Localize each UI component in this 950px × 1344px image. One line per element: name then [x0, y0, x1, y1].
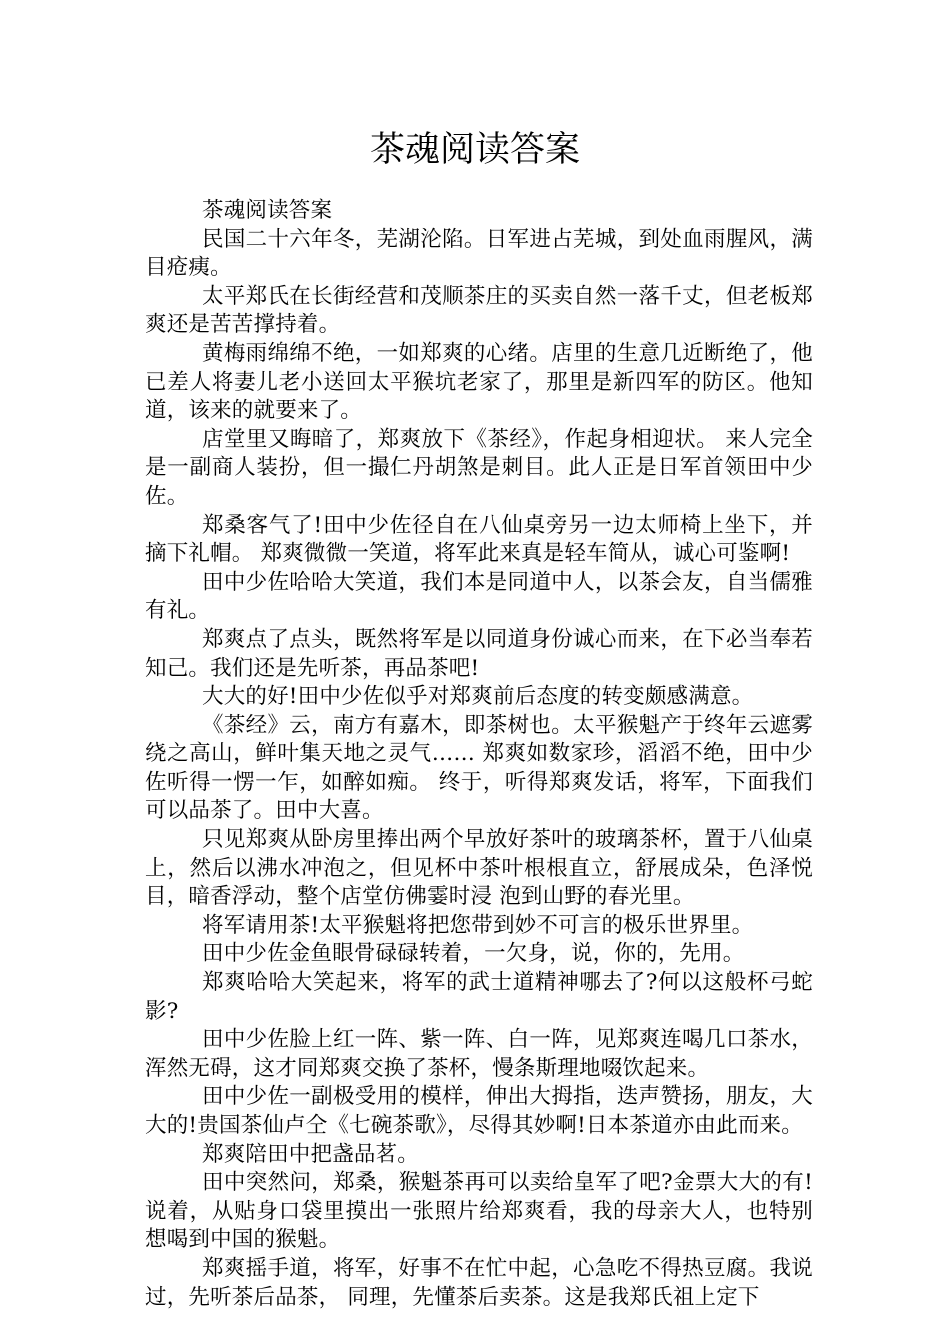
- paragraph: 郑爽摇手道，将军，好事不在忙中起，心急吃不得热豆腐。我说过，先听茶后品茶， 同理，先懂茶后卖茶。这是我郑氏祖上定下: [145, 1255, 813, 1310]
- paragraph: 田中突然问，郑桑，猴魁茶再可以卖给皇军了吧?金票大大的有!说着，从贴身口袋里摸出一张照片给郑爽看，我的母亲大人，也特别想喝到中国的猴魁。: [145, 1170, 813, 1253]
- paragraph: 黄梅雨绵绵不绝，一如郑爽的心绪。店里的生意几近断绝了，他已差人将妻儿老小送回太平猴坑老家了，那里是新四军的防区。他知道，该来的就要来了。: [145, 340, 813, 424]
- paragraph: 《茶经》云，南方有嘉木，即茶树也。太平猴魁产于终年云遮雾绕之高山，鲜叶集天地之灵气…… 郑爽如数家珍，滔滔不绝，田中少佐听得一愣一乍，如醉如痴。 终于，听得郑爽发话，将军，下面我们可以品茶了。田中大喜。: [145, 712, 813, 824]
- paragraph: 民国二十六年冬，芜湖沦陷。日军进占芜城，到处血雨腥风，满目疮痍。: [145, 226, 813, 281]
- paragraph: 店堂里又晦暗了，郑爽放下《茶经》，作起身相迎状。 来人完全是一副商人装扮，但一撮仁丹胡煞是刺目。此人正是日军首领田中少佐。: [145, 426, 813, 509]
- paragraph: 郑爽哈哈大笑起来，将军的武士道精神哪去了?何以这般杯弓蛇影?: [145, 970, 813, 1024]
- document-body: [145, 197, 813, 1312]
- paragraph: 郑爽陪田中把盏品茗。: [202, 1141, 420, 1167]
- paragraph: 郑爽点了点头，既然将军是以同道身份诚心而来，在下必当奉若知己。我们还是先听茶，再品茶吧!: [145, 626, 813, 681]
- paragraph: 大大的好!田中少佐似乎对郑爽前后态度的转变颇感满意。: [202, 684, 754, 710]
- paragraph: 太平郑氏在长街经营和茂顺茶庄的买卖自然一落千丈，但老板郑爽还是苦苦撑持着。: [145, 283, 813, 338]
- paragraph: 田中少佐一副极受用的模样，伸出大拇指，迭声赞扬，朋友，大大的!贵国茶仙卢仝《七碗茶歌》，尽得其妙啊!日本茶道亦由此而来。: [145, 1084, 813, 1138]
- paragraph: 田中少佐金鱼眼骨碌碌转着，一欠身，说，你的，先用。: [202, 941, 745, 967]
- paragraph: 田中少佐哈哈大笑道，我们本是同道中人，以茶会友，自当儒雅有礼。: [145, 569, 813, 624]
- paragraph-subtitle: 茶魂阅读答案: [202, 198, 333, 223]
- paragraph: 只见郑爽从卧房里捧出两个早放好茶叶的玻璃茶杯，置于八仙桌上，然后以沸水冲泡之，但见杯中茶叶根根直立，舒展成朵，色泽悦目，暗香浮动，整个店堂仿佛霎时浸 泡到山野的春光里。: [145, 827, 813, 910]
- paragraph: 郑桑客气了!田中少佐径自在八仙桌旁另一边太师椅上坐下，并摘下礼帽。 郑爽微微一笑道，将军此来真是轻车简从，诚心可鉴啊!: [145, 512, 813, 567]
- paragraph: 田中少佐脸上红一阵、紫一阵、白一阵，见郑爽连喝几口茶水，浑然无碍，这才同郑爽交换了茶杯，慢条斯理地啜饮起来。: [145, 1027, 813, 1081]
- paragraph: 将军请用茶!太平猴魁将把您带到妙不可言的极乐世界里。: [202, 912, 754, 938]
- document-title: 茶魂阅读答案: [369, 130, 580, 170]
